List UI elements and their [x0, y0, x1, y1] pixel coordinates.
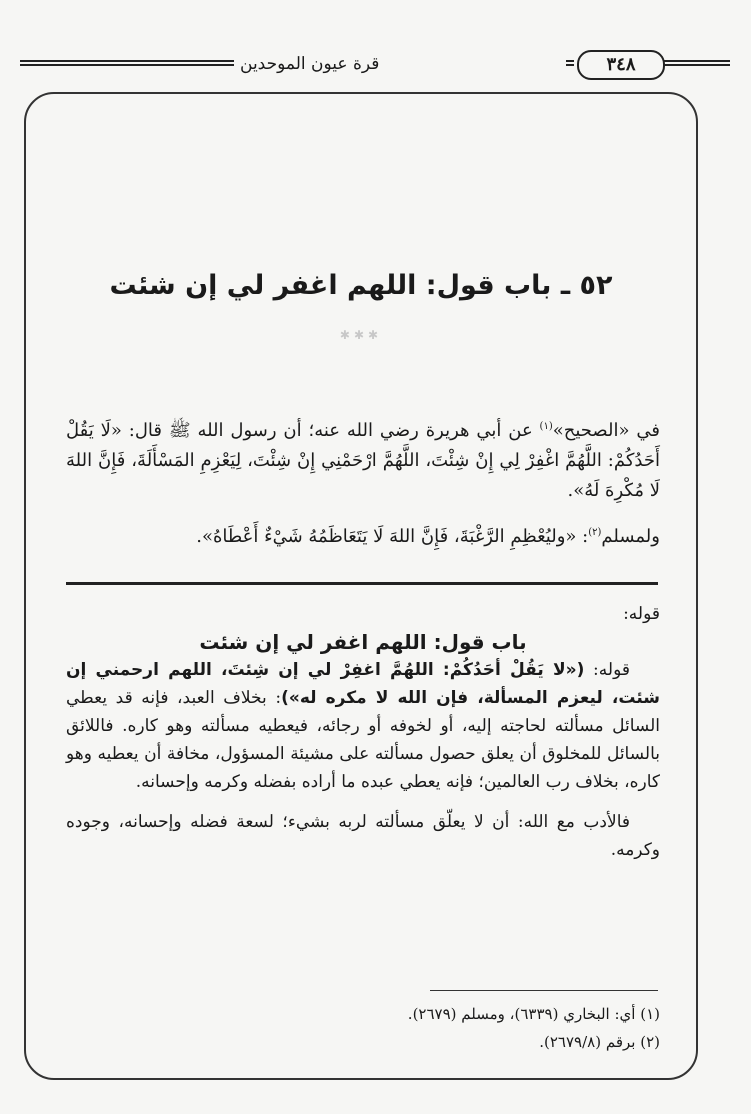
para1-body: : بخلاف العبد، فإنه قد يعطي السائل مسألته لحاجته إليه، أو لخوفه أو رجائه، فيعطيه مسألته وهو كاره. فاللائق بالسائل للمخلوق أن يعلق حصول مسألته على مشيئة المسؤول، مخافة أن يعطيه وهو كاره، بخلاف رب العالمين؛ فإنه يعطي عبده ما أراده بفضله وكرمه وإحسانه.: [66, 688, 660, 792]
footnote-rule: [430, 990, 658, 991]
hadith-source: في «الصحيح»: [552, 420, 660, 441]
page-header: [0, 46, 751, 82]
footnote-ref-2: (٢): [588, 527, 602, 538]
footnote-1: (١) أي: البخاري (٦٣٣٩)، ومسلم (٢٦٧٩).: [407, 1005, 660, 1023]
hadith-paragraph: [66, 412, 660, 506]
chapter-title: ٥٢ ـ باب قول: اللهم اغفر لي إن شئت: [109, 270, 613, 301]
muslim-narration: [66, 518, 660, 552]
commentary-subheading: باب قول: اللهم اغفر لي إن شئت: [199, 630, 527, 654]
para1-prefix: قوله:: [584, 660, 630, 680]
book-title: قرة عيون الموحدين: [234, 54, 566, 74]
footnotes: [66, 1000, 660, 1056]
header-rule-left: [20, 60, 234, 66]
para1-quote: («لا يَقُلْ أحَدُكُمْ: اللهُمَّ اغفِرْ لي إن شِئتَ، اللهم ارحمني إن شئت، ليعزم المسألة، فإن الله لا مكره له»): [66, 660, 660, 708]
hadith-body: عن أبي هريرة رضي الله عنه؛ أن رسول الله ﷺ قال: «لَا يَقُلْ أَحَدُكُمْ: اللَّهُمَّ اغْفِرْ لِي إِنْ شِئْتَ، اللَّهُمَّ ارْحَمْنِي إِنْ شِئْتَ، لِيَعْزِمِ المَسْأَلَةَ، فَإِنَّ اللهَ لَا مُكْرِهَ لَهُ».: [66, 420, 660, 501]
page-frame: [24, 92, 698, 1080]
section-divider: [66, 582, 658, 585]
page-number: ٣٤٨: [577, 50, 665, 80]
footnote-ref-1: (١): [539, 421, 553, 432]
commentary-label: قوله:: [623, 604, 660, 624]
footnote-2: (٢) برقم (٢٦٧٩/٨).: [539, 1033, 660, 1051]
commentary-paragraph-1: [66, 656, 660, 796]
commentary-paragraph-2: فالأدب مع الله: أن لا يعلّق مسألته لربه بشيء؛ لسعة فضله وإحسانه، وجوده وكرمه.: [66, 812, 660, 860]
muslim-text: : «وليُعْظِمِ الرَّغْبَةَ، فَإِنَّ اللهَ لَا يَتَعَاظَمُهُ شَيْءٌ أَعْطَاهُ».: [196, 526, 589, 547]
header-rule-right: [664, 60, 730, 66]
commentary-section: [66, 600, 660, 864]
muslim-prefix: ولمسلم: [601, 526, 660, 547]
hadith-text: [66, 412, 660, 552]
chapter-ornament: ✱✱✱: [339, 328, 383, 342]
